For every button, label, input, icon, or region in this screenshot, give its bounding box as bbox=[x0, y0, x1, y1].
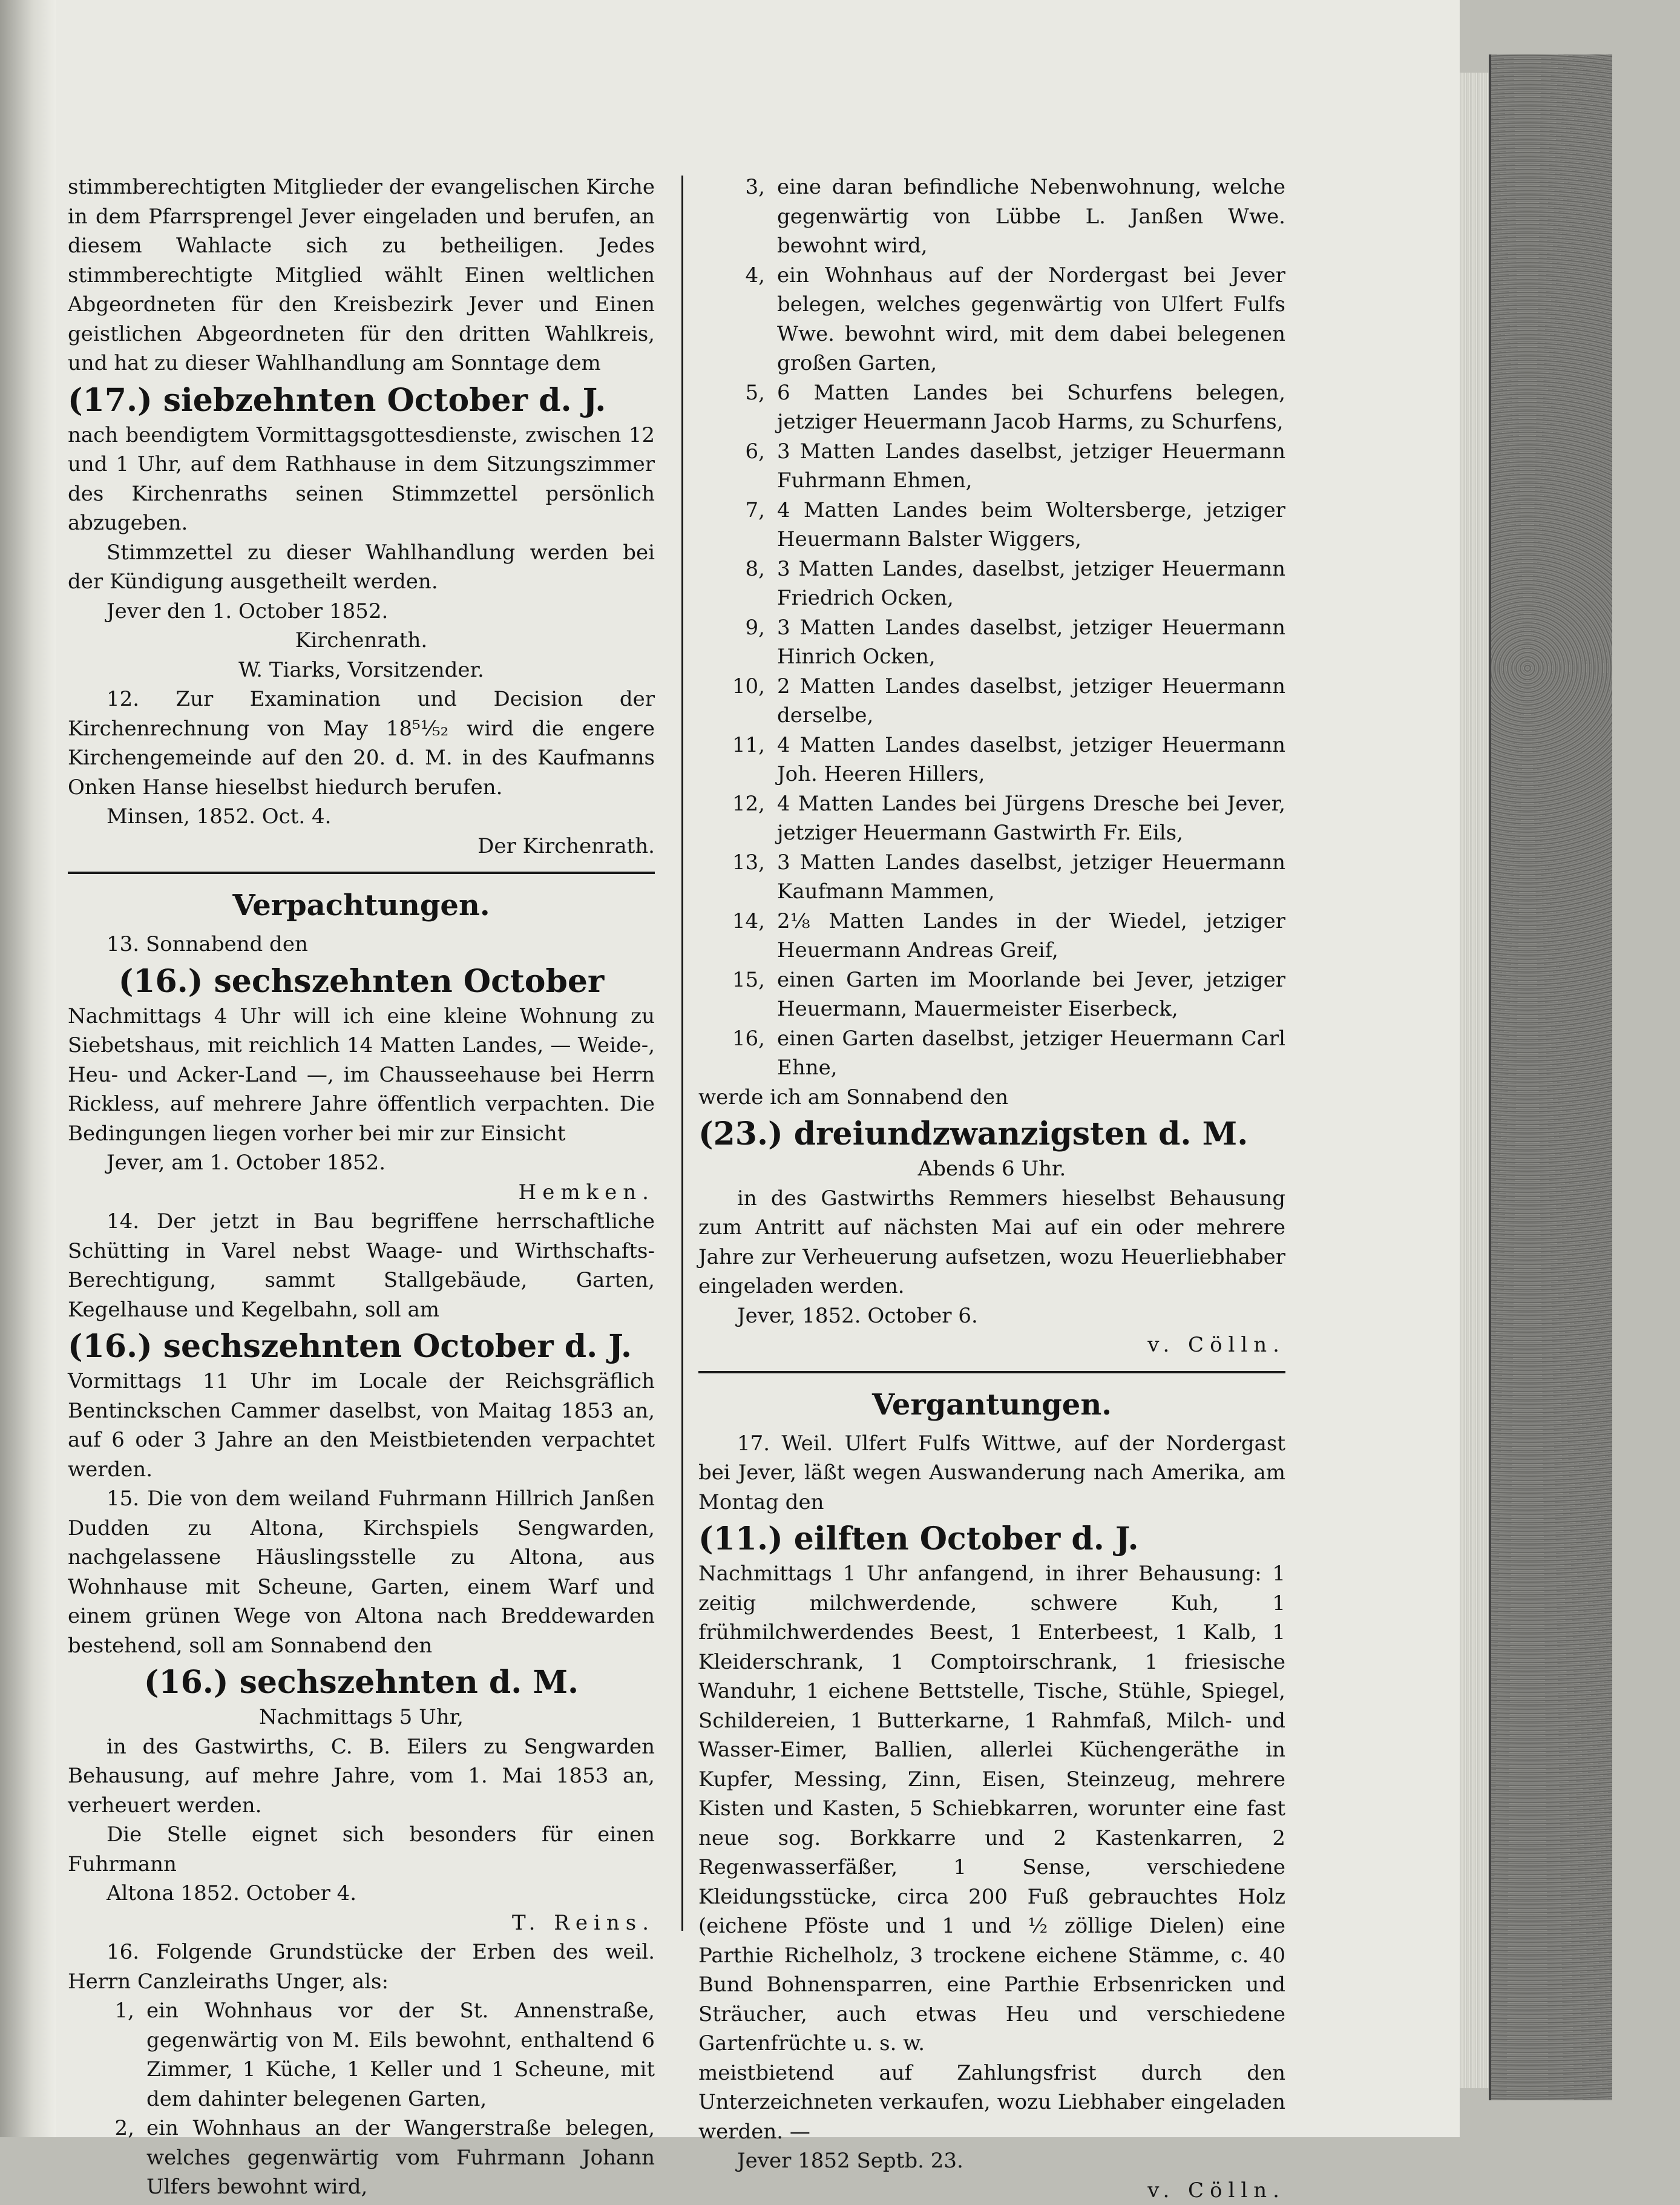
notice-13-head: 13. Sonnabend den bbox=[68, 930, 655, 959]
notice-17-sign: v. Cölln. bbox=[698, 2176, 1285, 2205]
notice-15-after: in des Gastwirths, C. B. Eilers zu Sengwarden Behausung, auf mehre Jahre, vom 1. Mai 1853 an, verheuert werden. bbox=[68, 1732, 655, 1821]
date-heading-16b: (16.) sechszehnten October d. J. bbox=[68, 1327, 655, 1367]
notice-16-intro: 16. Folgende Grundstücke der Erben des weil. Herrn Canzleiraths Unger, als: bbox=[68, 1937, 655, 1996]
list-item bbox=[698, 731, 1285, 789]
list-item bbox=[698, 848, 1285, 907]
section-rule bbox=[68, 872, 655, 874]
item-text: 3 Matten Landes daselbst, jetziger Heuermann Kaufmann Mammen, bbox=[777, 848, 1285, 907]
item-text: 2⅛ Matten Landes in der Wiedel, jetziger Heuermann Andreas Greif, bbox=[777, 907, 1285, 965]
item-number: 11, bbox=[698, 731, 777, 760]
after-23-text: in des Gastwirths Remmers hieselbst Behausung zum Antritt auf nächsten Mai auf ein oder mehrere Jahre zur Verheuerung aufsetzen, wozu Heuerliebhaber eingeladen werden. bbox=[698, 1184, 1285, 1301]
item-text: 4 Matten Landes bei Jürgens Dresche bei Jever, jetziger Heuermann Gastwirth Fr. Eils, bbox=[777, 789, 1285, 848]
list-item bbox=[698, 965, 1285, 1024]
date-heading-11: (11.) eilften October d. J. bbox=[698, 1519, 1285, 1559]
notice-15-note: Die Stelle eignet sich besonders für einen Fuhrmann bbox=[68, 1820, 655, 1879]
notice-13-body: Nachmittags 4 Uhr will ich eine kleine Wohnung zu Siebetshaus, mit reichlich 14 Matten Landes, — Weide-, Heu- und Acker-Land —, im Chausseehause bei Herrn Rickless, auf mehrere Jahre öffentlich verpachten. Die Bedingungen liegen vorher bei mir zur Einsicht bbox=[68, 1002, 655, 1149]
kirchenrath-label: Kirchenrath. bbox=[68, 626, 655, 656]
stimmzettel-text: Stimmzettel zu dieser Wahlhandlung werden bei der Kündigung ausgetheilt werden. bbox=[68, 538, 655, 597]
notice-17-text: 17. Weil. Ulfert Fulfs Wittwe, auf der Nordergast bei Jever, läßt wegen Auswanderung nach Amerika, am Montag den bbox=[698, 1429, 1285, 1517]
item-text: einen Garten im Moorlande bei Jever, jetziger Heuermann, Mauermeister Eiserbeck, bbox=[777, 965, 1285, 1024]
list-item bbox=[698, 437, 1285, 496]
item-number: 13, bbox=[698, 848, 777, 878]
notice-15-sign: T. Reins. bbox=[68, 1908, 655, 1938]
item-number: 9, bbox=[698, 613, 777, 643]
notice-15-body: 15. Die von dem weiland Fuhrmann Hillrich Janßen Dudden zu Altona, Kirchspiels Sengwarden, nachgelassene Häuslingsstelle zu Altona, aus Wohnhause mit Scheune, Garten, einem Warf und einem grünen Wege von Altona nach Breddewarden bestehend, soll am Sonnabend den bbox=[68, 1484, 655, 1660]
item-number: 5, bbox=[698, 378, 777, 408]
item-text: 4 Matten Landes beim Woltersberge, jetziger Heuermann Balster Wiggers, bbox=[777, 496, 1285, 554]
item-number: 2, bbox=[68, 2114, 146, 2143]
list-item bbox=[698, 378, 1285, 437]
date-heading-16a: (16.) sechszehnten October bbox=[68, 962, 655, 1002]
list-item bbox=[698, 496, 1285, 554]
item-number: 10, bbox=[698, 672, 777, 702]
item-number: 12, bbox=[698, 789, 777, 819]
item-number: 8, bbox=[698, 554, 777, 584]
column-divider bbox=[681, 176, 683, 1931]
right-column bbox=[698, 173, 1285, 2205]
list-item bbox=[698, 613, 1285, 672]
newspaper-page bbox=[56, 0, 1460, 2137]
date-heading-17: (17.) siebzehnten October d. J. bbox=[68, 381, 655, 421]
item-text: ein Wohnhaus auf der Nordergast bei Jever belegen, welches gegenwärtig von Ulfert Fulfs Wwe. bewohnt wird, mit dem dabei belegenen großen Garten, bbox=[777, 261, 1285, 378]
item-number: 1, bbox=[68, 1996, 146, 2026]
item-text: 6 Matten Landes bei Schurfens belegen, jetziger Heuermann Jacob Harms, zu Schurfens, bbox=[777, 378, 1285, 437]
list-item bbox=[698, 789, 1285, 848]
item-number: 7, bbox=[698, 496, 777, 525]
list-item bbox=[68, 1996, 655, 2114]
item-text: 3 Matten Landes daselbst, jetziger Heuermann Fuhrmann Ehmen, bbox=[777, 437, 1285, 496]
section-rule bbox=[698, 1371, 1285, 1373]
werde-text: werde ich am Sonnabend den bbox=[698, 1083, 1285, 1112]
left-column bbox=[68, 173, 655, 2202]
list-item bbox=[68, 2114, 655, 2202]
date-heading-23: (23.) dreiundzwanzigsten d. M. bbox=[698, 1114, 1285, 1154]
list-item bbox=[698, 554, 1285, 613]
previous-page-edge bbox=[0, 0, 57, 2137]
minsen-date: Minsen, 1852. Oct. 4. bbox=[68, 802, 655, 832]
heading-verpachtungen: Verpachtungen. bbox=[68, 881, 655, 930]
after-17-text: nach beendigtem Vormittagsgottesdienste, zwischen 12 und 1 Uhr, auf dem Rathhause in dem Sitzungszimmer des Kirchenraths seinen Stimmzettel persönlich abzugeben. bbox=[68, 421, 655, 538]
notice-15-date: Altona 1852. October 4. bbox=[68, 1879, 655, 1908]
book-cover-edge bbox=[1489, 54, 1612, 2100]
date-heading-16c: (16.) sechszehnten d. M. bbox=[68, 1663, 655, 1703]
item-number: 15, bbox=[698, 965, 777, 995]
list-item bbox=[698, 672, 1285, 731]
list-item bbox=[698, 907, 1285, 965]
item-text: ein Wohnhaus an der Wangerstraße belegen, welches gegenwärtig vom Fuhrmann Johann Ulfers bewohnt wird, bbox=[146, 2114, 655, 2202]
notice-15-time: Nachmittags 5 Uhr, bbox=[68, 1703, 655, 1732]
list-item bbox=[698, 173, 1285, 261]
notice-17-list: Nachmittags 1 Uhr anfangend, in ihrer Behausung: 1 zeitig milchwerdende, schwere Kuh, 1 frühmilchwerdendes Beest, 1 Enterbeest, 1 Kalb, 1 Kleiderschrank, 1 Comptoirschrank, 1 friesische Wanduhr, 1 eichene Bettstelle, Tische, Stühle, Spiegel, Schildereien, 1 Butterkarne, 1 Rahmfaß, Milch- und Wasser-Eimer, Ballien, allerlei Küchengeräthe in Kupfer, Messing, Zinn, Eisen, Steinzeug, mehrere Kisten und Kasten, 5 Schiebkarren, worunter eine fast neue sog. Borkkarre und 2 Kastenkarren, 2 Regenwasserfäßer, 1 Sense, verschiedene Kleidungsstücke, circa 200 Fuß gebrauchtes Holz (eichene Pföste und 1 und ½ zöllige Dielen) eine Parthie Richelholz, 3 trockene eichene Stämme, c. 40 Bund Bohnensparren, eine Parthie Erbsenricken und Sträucher, auch etwas Heu und verschiedene Gartenfrüchte u. s. w. bbox=[698, 1559, 1285, 2059]
notice-17-end: meistbietend auf Zahlungsfrist durch den Unterzeichneten verkaufen, wozu Liebhaber eingeladen werden. — bbox=[698, 2059, 1285, 2147]
item-number: 14, bbox=[698, 907, 777, 936]
item-number: 4, bbox=[698, 261, 777, 291]
signer-name: W. Tiarks, Vorsitzender. bbox=[68, 656, 655, 685]
item-text: 3 Matten Landes, daselbst, jetziger Heuermann Friedrich Ocken, bbox=[777, 554, 1285, 613]
notice-13-sign: Hemken. bbox=[68, 1178, 655, 1208]
heading-vergantungen: Vergantungen. bbox=[698, 1381, 1285, 1429]
jever-date: Jever den 1. October 1852. bbox=[68, 597, 655, 626]
item-text: 4 Matten Landes daselbst, jetziger Heuermann Joh. Heeren Hillers, bbox=[777, 731, 1285, 789]
item-text: ein Wohnhaus vor der St. Annenstraße, gegenwärtig von M. Eils bewohnt, enthaltend 6 Zimmer, 1 Küche, 1 Keller und 1 Scheune, mit dem dahinter belegenen Garten, bbox=[146, 1996, 655, 2114]
right-date-line: Jever, 1852. October 6. bbox=[698, 1301, 1285, 1331]
list-item bbox=[698, 261, 1285, 378]
item-number: 6, bbox=[698, 437, 777, 467]
list-item bbox=[698, 1024, 1285, 1083]
notice-13-date: Jever, am 1. October 1852. bbox=[68, 1148, 655, 1178]
notice-14-body: 14. Der jetzt in Bau begriffene herrschaftliche Schütting in Varel nebst Waage- und Wirthschafts-Berechtigung, sammt Stallgebäude, Garten, Kegelhause und Kegelbahn, soll am bbox=[68, 1207, 655, 1324]
item-text: eine daran befindliche Nebenwohnung, welche gegenwärtig von Lübbe L. Janßen Wwe. bewohnt wird, bbox=[777, 173, 1285, 261]
intro-text: stimmberechtigten Mitglieder der evangelischen Kirche in dem Pfarrsprengel Jever eingeladen und berufen, an diesem Wahlacte sich zu betheiligen. Jedes stimmberechtigte Mitglied wählt Einen weltlichen Abgeordneten für den Kreisbezirk Jever und Einen geistlichen Abgeordneten für den dritten Wahlkreis, und hat zu dieser Wahlhandlung am Sonntage dem bbox=[68, 173, 655, 378]
notice-12-text: 12. Zur Examination und Decision der Kirchenrechnung von May 18⁵¹⁄₅₂ wird die engere Kirchengemeinde auf den 20. d. M. in des Kaufmanns Onken Hanse hieselbst hiedurch berufen. bbox=[68, 685, 655, 802]
item-number: 16, bbox=[698, 1024, 777, 1054]
kirchenrath-sign: Der Kirchenrath. bbox=[68, 832, 655, 861]
item-text: 3 Matten Landes daselbst, jetziger Heuermann Hinrich Ocken, bbox=[777, 613, 1285, 672]
item-text: 2 Matten Landes daselbst, jetziger Heuermann derselbe, bbox=[777, 672, 1285, 731]
item-number: 3, bbox=[698, 173, 777, 202]
notice-14-after: Vormittags 11 Uhr im Locale der Reichsgräflich Bentinckschen Cammer daselbst, von Maitag 1853 an, auf 6 oder 3 Jahre an den Meistbietenden verpachtet werden. bbox=[68, 1367, 655, 1484]
time-23: Abends 6 Uhr. bbox=[698, 1154, 1285, 1184]
notice-17-date: Jever 1852 Septb. 23. bbox=[698, 2146, 1285, 2176]
right-sign: v. Cölln. bbox=[698, 1330, 1285, 1360]
item-text: einen Garten daselbst, jetziger Heuermann Carl Ehne, bbox=[777, 1024, 1285, 1083]
